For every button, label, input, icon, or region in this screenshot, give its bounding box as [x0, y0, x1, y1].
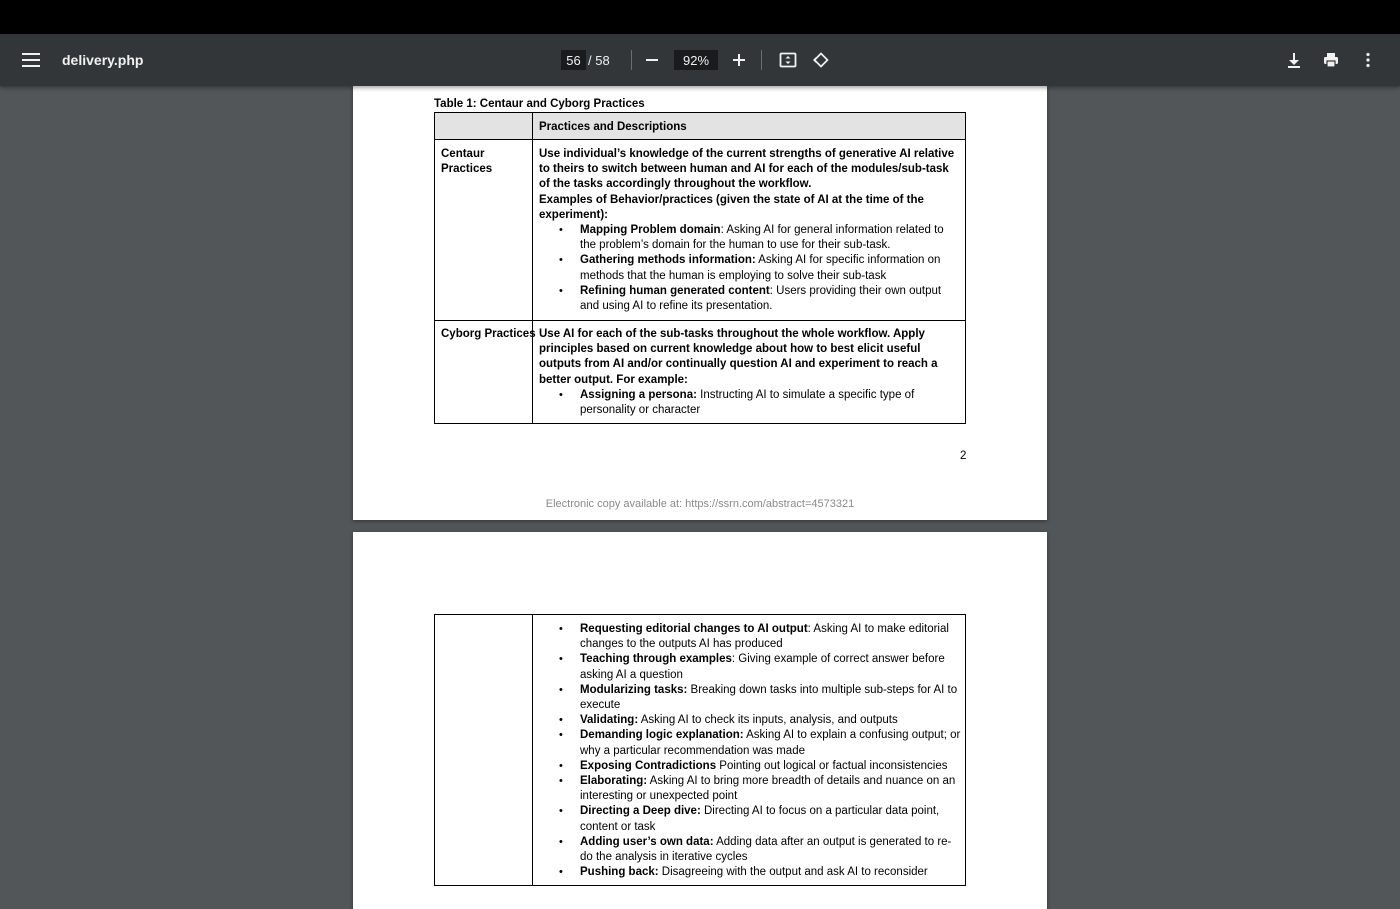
- page-number: 2: [960, 450, 967, 462]
- centaur-examples-intro: Examples of Behavior/practices (given the state of AI at the time of the experiment):: [539, 193, 924, 221]
- download-button[interactable]: [1278, 34, 1310, 86]
- list-item: [539, 284, 961, 314]
- practice-desc: : Giving example of correct answer before asking AI a question: [580, 653, 945, 681]
- practice-desc: : Asking AI to make editorial changes to the outputs AI has produced: [580, 623, 949, 651]
- pdf-toolbar: [0, 34, 1400, 86]
- row-divider: [435, 320, 965, 321]
- practice-desc: Asking AI to bring more breadth of details and nuance on an interesting or unexpected point: [580, 775, 956, 803]
- practice-term: Modularizing tasks:: [580, 683, 688, 696]
- hamburger-menu-icon: [22, 53, 40, 67]
- list-item: [539, 804, 961, 834]
- practice-desc: Asking AI to explain a confusing output; or why a particular recommendation was made: [580, 729, 961, 757]
- column-divider: [532, 615, 533, 885]
- print-button[interactable]: [1315, 34, 1347, 86]
- pdf-page: [353, 532, 1047, 909]
- cyborg-intro: Use AI for each of the sub-tasks throughout the whole workflow. Apply principles based on current knowledge about how to best elicit useful outputs from AI and/or continually question AI and experiment to reach a better output. For example:: [539, 328, 938, 386]
- toolbar-divider: [761, 50, 762, 70]
- cyborg-description-continued: [539, 622, 961, 880]
- table-header-label: Practices and Descriptions: [539, 121, 687, 133]
- zoom-in-button[interactable]: [723, 34, 755, 86]
- more-options-button[interactable]: [1352, 34, 1384, 86]
- more-vertical-icon: [1359, 51, 1377, 69]
- centaur-label-line: Practices: [441, 163, 493, 176]
- zoom-input[interactable]: 92%: [674, 50, 718, 70]
- practice-term: Exposing Contradictions: [580, 759, 717, 772]
- centaur-label-line: Centaur: [441, 148, 485, 160]
- list-item: [539, 759, 961, 774]
- practice-desc: Asking AI to check its inputs, analysis, and outputs: [638, 714, 898, 727]
- cyborg-description: [539, 327, 961, 418]
- practice-desc: : Asking AI for general information related to the problem’s domain for the human to use for their sub-task.: [580, 224, 944, 252]
- page-number-input[interactable]: 56: [561, 50, 586, 70]
- practice-term: Requesting editorial changes to AI output: [580, 623, 808, 635]
- page-footer: Electronic copy available at: https://ssrn.com/abstract=4573321: [545, 498, 855, 510]
- rotate-counterclockwise-icon: [812, 51, 830, 69]
- zoom-out-button[interactable]: [636, 34, 668, 86]
- practice-desc: Pointing out logical or factual inconsistencies: [716, 759, 948, 772]
- fit-to-page-icon: [779, 51, 797, 69]
- practices-table-continued: [434, 614, 966, 886]
- practice-term: Mapping Problem domain: [580, 224, 721, 237]
- practice-desc: Instructing AI to simulate a specific type of personality or character: [580, 388, 915, 417]
- list-item: [539, 683, 961, 713]
- practice-term: Teaching through examples: [580, 653, 732, 666]
- minus-icon: [643, 51, 661, 69]
- plus-icon: [730, 51, 748, 69]
- toolbar-divider: [631, 50, 632, 70]
- print-icon: [1322, 51, 1340, 69]
- practice-term: Directing a Deep dive:: [580, 805, 701, 818]
- practice-term: Validating:: [580, 714, 639, 727]
- centaur-intro: Use individual’s knowledge of the current strengths of generative AI relative to theirs to switch between human and AI for each of the modules/sub-task of the tasks accordingly throughout the workflow.: [539, 148, 955, 191]
- list-item: [539, 728, 961, 758]
- practice-term: Adding user’s own data:: [580, 835, 714, 848]
- list-item: [539, 835, 961, 865]
- practice-desc: : Users providing their own output and using AI to refine its presentation.: [580, 284, 942, 313]
- practice-desc: Directing AI to focus on a particular data point, content or task: [580, 805, 940, 833]
- practice-term: Demanding logic explanation:: [580, 729, 744, 742]
- practice-desc: Adding data after an output is generated to re-do the analysis in iterative cycles: [580, 835, 952, 864]
- centaur-practice-list: [539, 223, 961, 314]
- list-item: [539, 253, 961, 283]
- centaur-description: [539, 147, 961, 314]
- menu-button[interactable]: [13, 34, 49, 86]
- practice-term: Elaborating:: [580, 775, 648, 788]
- list-item: [539, 713, 961, 728]
- list-item: [539, 388, 961, 418]
- list-item: [539, 622, 961, 652]
- practice-desc: Disagreeing with the output and ask AI to reconsider: [658, 866, 928, 879]
- column-divider: [532, 113, 533, 423]
- cyborg-practice-list: [539, 622, 961, 880]
- row-divider: [435, 139, 965, 140]
- download-icon: [1285, 51, 1303, 69]
- practice-desc: Breaking down tasks into multiple sub-steps for AI to execute: [580, 683, 958, 712]
- pdf-page: [353, 86, 1047, 520]
- list-item: [539, 774, 961, 804]
- practices-table: [434, 112, 966, 424]
- practice-term: Refining human generated content: [580, 284, 770, 297]
- list-item: [539, 652, 961, 682]
- table-header-row: [435, 113, 965, 140]
- rotate-button[interactable]: [805, 34, 837, 86]
- list-item: [539, 223, 961, 253]
- practice-term: Gathering methods information:: [580, 254, 756, 267]
- table-title: Table 1: Centaur and Cyborg Practices: [434, 98, 645, 110]
- cyborg-row-label: Cyborg Practices: [441, 328, 536, 340]
- page-total: / 58: [588, 52, 610, 68]
- centaur-row-label: [441, 147, 492, 177]
- cyborg-practice-list: [539, 388, 961, 418]
- list-item: [539, 865, 961, 880]
- fit-to-page-button[interactable]: [772, 34, 804, 86]
- practice-term: Assigning a persona:: [580, 388, 697, 401]
- document-title: delivery.php: [62, 52, 144, 68]
- practice-desc: Asking AI for specific information on methods that the human is employing to solve their sub-task: [580, 254, 941, 282]
- practice-term: Pushing back:: [580, 866, 659, 879]
- window-top-strip: [0, 0, 1400, 34]
